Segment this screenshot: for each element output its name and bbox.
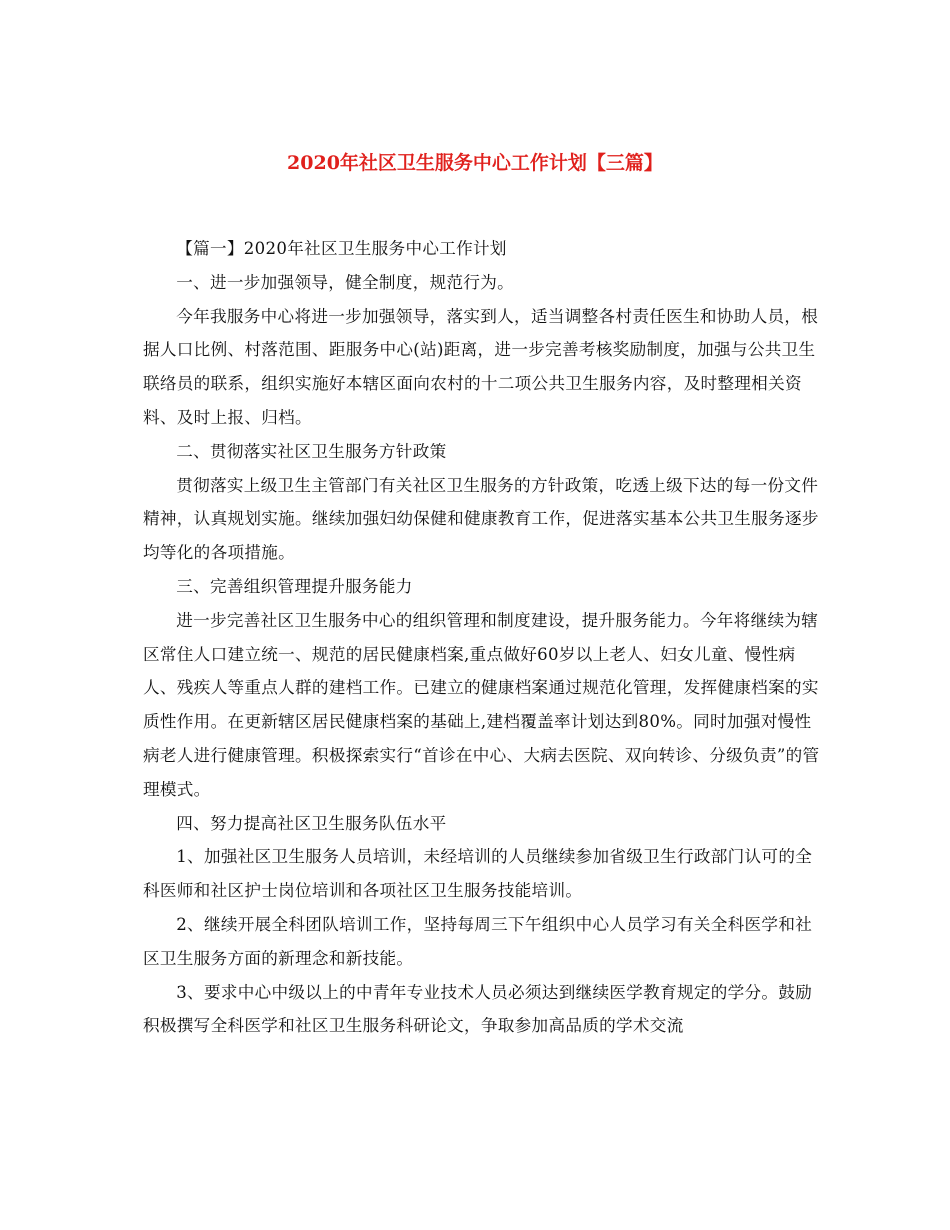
page-title: 2020年社区卫生服务中心工作计划【三篇】 (287, 152, 663, 174)
paragraph-body-3: 进一步完善社区卫生服务中心的组织管理和制度建设，提升服务能力。今年将继续为辖区常住人口建立统一、规范的居民健康档案,重点做好60岁以上老人、妇女儿童、慢性病人、残疾人等重点人群的建档工作。已建立的健康档案通过规范化管理，发挥健康档案的实质性作用。在更新辖区居民健康档案的基础上,建档覆盖率计划达到80%。同时加强对慢性病老人进行健康管理。积极探索实行“首诊在中心、大病去医院、双向转诊、分级负责”的管理模式。 (143, 610, 820, 799)
paragraph-heading-3: 三、完善组织管理提升服务能力 (176, 576, 413, 596)
paragraph-item-3: 3、要求中心中级以上的中青年专业技术人员必须达到继续医学教育规定的学分。鼓励积极撰写全科医学和社区卫生服务科研论文，争取参加高品质的学术交流 (143, 982, 813, 1036)
paragraph-item-1: 1、加强社区卫生服务人员培训，未经培训的人员继续参加省级卫生行政部门认可的全科医师和社区护士岗位培训和各项社区卫生服务技能培训。 (143, 847, 813, 901)
paragraph-heading-4: 四、努力提高社区卫生服务队伍水平 (176, 813, 447, 833)
paragraph-item-2: 2、继续开展全科团队培训工作，坚持每周三下午组织中心人员学习有关全科医学和社区卫生服务方面的新理念和新技能。 (143, 914, 813, 968)
paragraph-body-2: 贯彻落实上级卫生主管部门有关社区卫生服务的方针政策，吃透上级下达的每一份文件精神，认真规划实施。继续加强妇幼保健和健康教育工作，促进落实基本公共卫生服务逐步均等化的各项措施。 (143, 475, 819, 563)
document-body (143, 232, 823, 1043)
paragraph-heading-2: 二、贯彻落实社区卫生服务方针政策 (176, 441, 447, 461)
paragraph-body-1: 今年我服务中心将进一步加强领导，落实到人，适当调整各村责任医生和协助人员，根据人口比例、村落范围、距服务中心(站)距离，进一步完善考核奖励制度，加强与公共卫生联络员的联系，组织实施好本辖区面向农村的十二项公共卫生服务内容，及时整理相关资料、及时上报、归档。 (143, 306, 819, 427)
paragraph-section-heading: 【篇一】2020年社区卫生服务中心工作计划 (176, 239, 507, 258)
paragraph-heading-1: 一、进一步加强领导，健全制度，规范行为。 (176, 272, 515, 292)
